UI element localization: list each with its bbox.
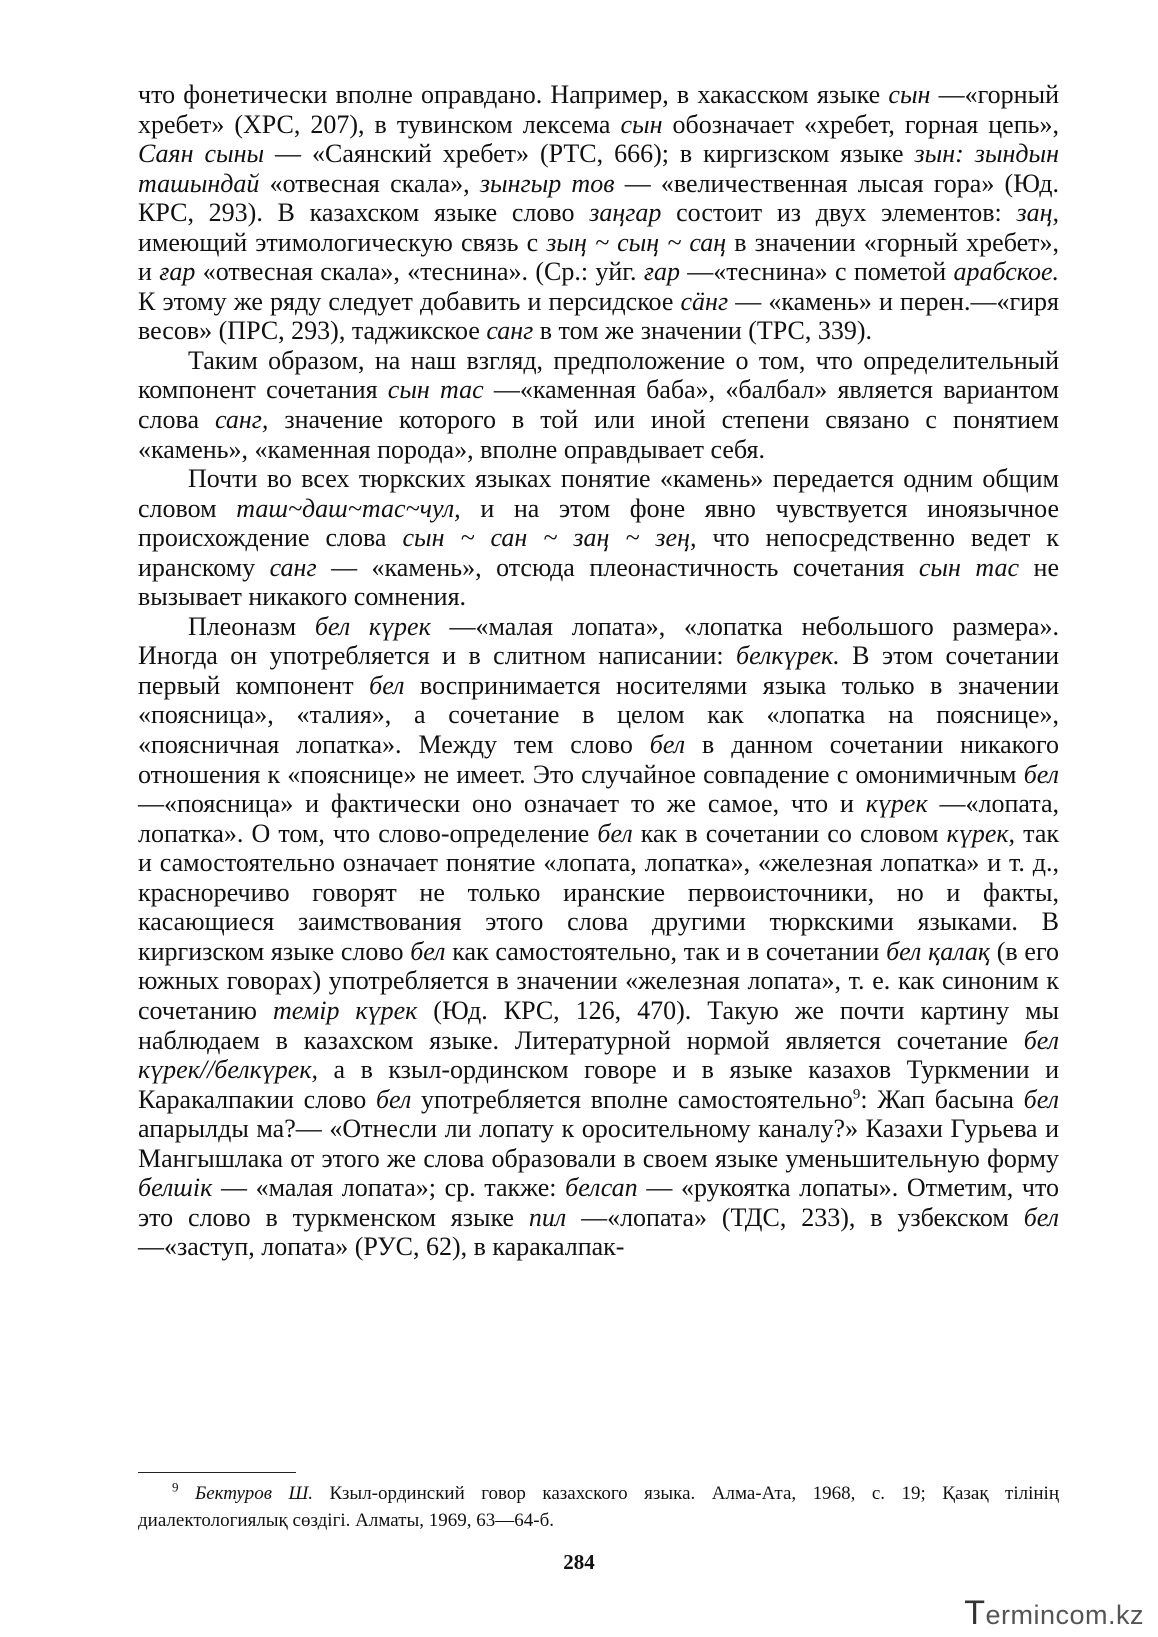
text-run: состоит из двух элементов: — [661, 198, 1017, 228]
text-run: не вызывает никакого сомнения. — [138, 552, 1059, 612]
text-run: —«лопата, лопатка». О том, что слово-определение — [138, 789, 1059, 848]
text-run: — «рукоятка лопаты». Отметим, что это слово в туркменском языке — [138, 1173, 1059, 1232]
italic-term: бел — [1023, 1084, 1059, 1114]
text-run: —«поясница» и фактически оно означает то же самое, что и — [138, 789, 866, 819]
italic-term: бел күрек//белкүрек, — [138, 1025, 1059, 1085]
italic-term: бел — [1023, 759, 1059, 789]
paragraph-1 — [138, 80, 1059, 346]
italic-term: пил — [528, 1202, 567, 1232]
italic-term: зынгыр тов — [479, 168, 615, 198]
italic-term: санг — [269, 552, 317, 582]
italic-term: бел — [649, 730, 686, 760]
italic-term: ғар — [643, 257, 680, 287]
text-run: Таким образом, на наш взгляд, предположение о том, что определительный компонент сочетания — [138, 345, 1059, 405]
text-run: как в сочетании со словом — [632, 818, 947, 848]
watermark-lead: T — [964, 1594, 986, 1632]
text-run: —«теснина» с пометой — [680, 257, 954, 287]
text-run: в том же значении (ТРС, 339). — [533, 316, 873, 346]
footnote-divider — [138, 1472, 296, 1473]
italic-term: күрек, — [946, 818, 1016, 848]
text-run: как самостоятельно, так и в сочетании — [445, 936, 887, 966]
italic-term: заң, — [1016, 198, 1059, 228]
italic-term: ғар — [159, 257, 196, 287]
paragraph-2 — [138, 346, 1059, 464]
text-run: — «камень» и перен.—«гиря весов» (ПРС, 293), таджикское — [138, 286, 1059, 346]
text-run: воспринимается носителями языка только в значении «поясница», «талия», а сочетание в целом как «лопатка на пояснице», «поясничная лопатка». Между тем слово — [138, 670, 1060, 760]
watermark-rest: ermincom.kz — [985, 1600, 1144, 1630]
italic-term: бел — [1023, 1202, 1059, 1232]
text-run: значение которого в той или иной степени связано с понятием «камень», «каменная порода», вполне оправдывает себя. — [138, 405, 1059, 464]
italic-term: сын — [888, 80, 931, 109]
text-run: обозначает «хребет, горная цепь», — [662, 109, 1059, 139]
italic-term: бел — [375, 1084, 412, 1114]
italic-term: белшік — [138, 1173, 213, 1203]
italic-term: заңгар — [589, 198, 662, 228]
text-run: —«лопата» (ТДС, 233), в узбекском — [566, 1202, 1024, 1232]
text-run: К этому же ряду следует добавить и персидское — [138, 286, 681, 316]
footnote — [138, 1480, 1059, 1534]
text-run: Плеоназм — [188, 611, 315, 641]
text-run: так и самостоятельно означает понятие «лопата, лопатка», «железная лопатка» и т. д., красноречиво говорят не только иранские первоисточники, но и факты, касающиеся заимствования этого слова другими тюркскими языками. В киргизском языке слово — [138, 818, 1060, 966]
text-run: В этом сочетании первый компонент — [138, 641, 1059, 700]
italic-term: зын: зындын ташындай — [138, 139, 1059, 198]
text-run: — «малая лопата»; ср. также: — [212, 1173, 566, 1203]
body-text — [138, 80, 1059, 1262]
text-run: апарылды ма?— «Отнесли ли лопату к оросительному каналу?» Казахи Гурьева и Мангышлака от этого же слова образовали в своем языке уменьшительную форму — [138, 1114, 1059, 1173]
text-run: (в его южных говорах) употребляется в значении «железная лопата», т. е. как синоним к сочетанию — [138, 936, 1059, 1025]
italic-term: зың ~ сың ~ саң — [546, 227, 727, 257]
text-run: что фонетически вполне оправдано. Например, в хакасском языке — [138, 80, 889, 109]
italic-term: сын тас — [387, 375, 484, 405]
text-run: —«каменная баба», «балбал» является вариантом слова — [138, 375, 1060, 435]
text-run: имеющий этимологическую связь с — [138, 227, 547, 257]
italic-term: белсап — [565, 1173, 638, 1203]
italic-term: бел — [369, 670, 405, 700]
text-run: «отвесная скала», «теснина». (Ср.: уйг. — [195, 257, 644, 287]
text-run: что непосредственно ведет к иранскому — [138, 523, 1059, 582]
italic-term: күрек — [865, 789, 928, 819]
italic-term: санг — [486, 316, 534, 346]
italic-term: бел — [597, 818, 633, 848]
footnote-body — [138, 1480, 1059, 1534]
watermark-logo — [964, 1594, 1144, 1633]
italic-term: санг, — [214, 405, 269, 435]
italic-term: сын ~ сан ~ заң ~ зең, — [402, 523, 697, 553]
italic-term: сäнг — [680, 286, 729, 316]
text-run: : Жап басына — [860, 1084, 1024, 1114]
text-run: — «камень», отсюда плеонастичность сочетания — [316, 552, 919, 582]
footnote-author: Бектуров Ш. — [195, 1483, 314, 1504]
text-run: «отвесная скала», — [259, 168, 480, 198]
text-run: — «величественная лысая гора» (Юд. КРС, 293). В казахском языке слово — [138, 168, 1060, 228]
text-run: (Юд. КРС, 126, 470). Такую же почти картину мы наблюдаем в казахском языке. Литературной нормой является сочетание — [138, 995, 1059, 1055]
italic-term: сын тас — [918, 552, 1020, 582]
italic-term: темір күрек — [272, 995, 418, 1025]
paragraph-4 — [138, 612, 1059, 1262]
text-run: в данном сочетании никакого отношения к «пояснице» не имеет. Это случайное совпадение с омонимичным — [138, 730, 1060, 789]
italic-term: сын — [620, 109, 663, 139]
text-run: —«малая лопата», «лопатка небольшого размера». Иногда он употребляется и в слитном написании: — [138, 611, 1059, 671]
text-run: —«горный хребет» (ХРС, 207), в тувинском лексема — [138, 80, 1059, 139]
text-run: Почти во всех тюркских языках понятие «камень» передается одним общим словом — [138, 464, 1059, 523]
italic-term: таш~даш~тас~чул, — [236, 493, 461, 523]
italic-term: белкүрек. — [736, 641, 840, 671]
text-run: а в кзыл-ординском говоре и в языке казахов Туркмении и Каракалпакии слово — [138, 1055, 1059, 1114]
italic-term: бел — [410, 936, 446, 966]
footnote-ref[interactable]: 9 — [852, 1085, 861, 1102]
italic-term: Саян сыны — [138, 139, 265, 169]
text-run: употребляется вполне самостоятельно — [411, 1084, 853, 1114]
text-run: —«заступ, лопата» (РУС, 62), в каракалпак- — [138, 1232, 625, 1262]
paragraph-3 — [138, 464, 1059, 612]
italic-term: бел қалақ — [886, 936, 991, 966]
page-number: 284 — [563, 1550, 595, 1574]
text-run: в значении «горный хребет», и — [138, 227, 1059, 287]
footnote-text: Кзыл-ординский говор казахского языка. Алма-Ата, 1968, с. 19; Қазақ тілінің диалектологиялық сөздігі. Алматы, 1969, 63—64-б. — [138, 1483, 1060, 1531]
text-run: — «Саянский хребет» (РТС, 666); в киргизском языке — [264, 139, 915, 169]
italic-term: бел күрек — [314, 611, 431, 641]
text-run: и на этом фоне явно чувствуется иноязычное происхождение слова — [138, 493, 1059, 553]
italic-term: арабское. — [953, 257, 1059, 287]
footnote-marker: 9 — [172, 1479, 179, 1495]
